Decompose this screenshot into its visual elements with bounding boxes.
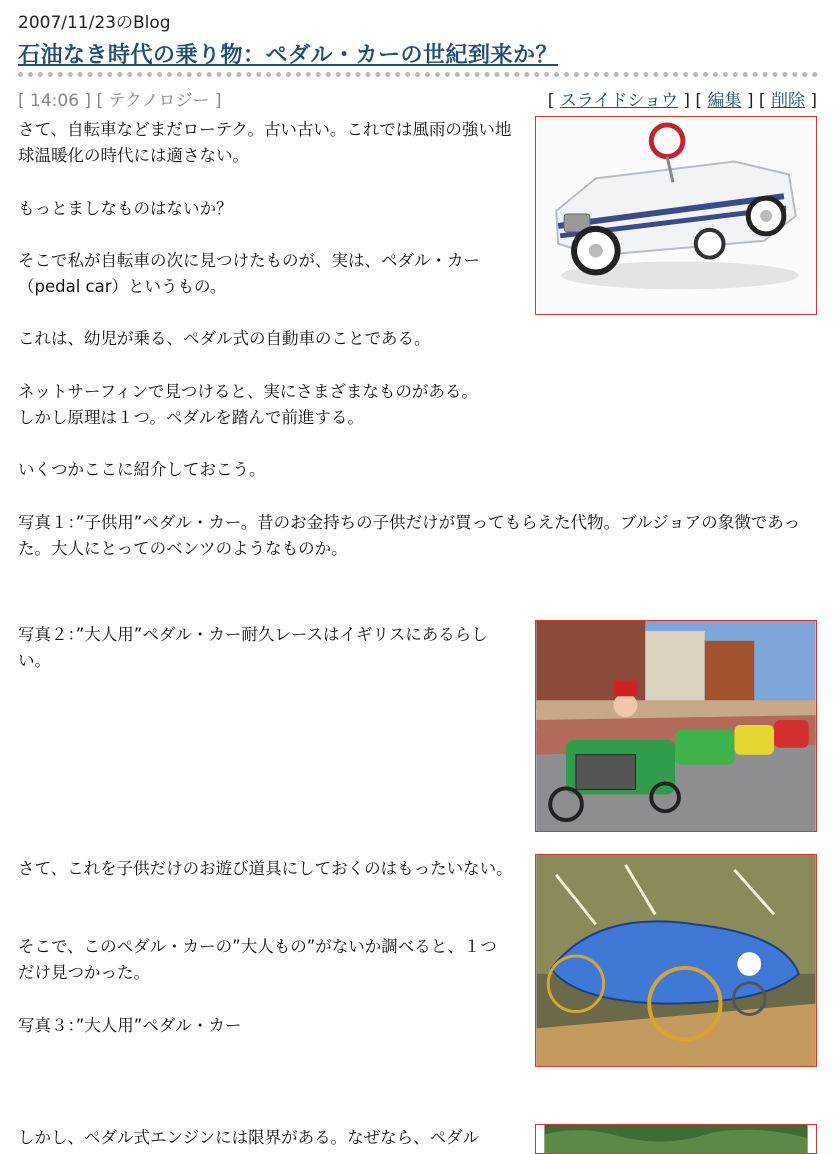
paragraph-9: さて、これを子供だけのお遊び道具にしておくのはもったいない。 — [18, 859, 513, 878]
paragraph-5-line-1: ネットサーフィンで見つけると、実にさまざまなものがある。 — [18, 382, 478, 401]
paragraph-5-line-2: しかし原理は１つ。ペダルを踏んで前進する。 — [18, 408, 364, 427]
paragraph-11: 写真３：”大人用”ペダル・カー — [18, 1016, 242, 1035]
pedal-car-race-image — [536, 621, 816, 831]
delete-link[interactable]: 削除 — [770, 91, 805, 111]
paragraph-7: 写真１：”子供用”ペダル・カー。昔のお金持ちの子供だけが買ってもらえた代物。ブルジョアの象徴であった。大人にとってのベンツのようなものか。 — [18, 513, 801, 558]
slideshow-link[interactable]: スライドショウ — [559, 91, 678, 111]
pedal-car-child-image — [536, 117, 816, 314]
paragraph-10: そこで、このペダル・カーの”大人もの”がないか調べると、１つだけ見つかった。 — [18, 937, 497, 982]
paragraph-8: 写真２：”大人用”ペダル・カー耐久レースはイギリスにあるらしい。 — [18, 625, 488, 670]
post-title[interactable]: 石油なき時代の乗り物：ペダル・カーの世紀到来か？ — [18, 43, 559, 68]
photo-pedal-car-race[interactable] — [535, 620, 817, 832]
post-date: 2007/11/23のBlog — [18, 13, 171, 33]
pedal-car-4-image — [536, 1125, 816, 1153]
post-category: [ テクノロジー ] — [96, 91, 222, 111]
photo-pedal-car-adult[interactable] — [535, 854, 817, 1067]
paragraph-3: そこで私が自転車の次に見つけたものが、実は、ペダル・カー（pedal car）というもの。 — [18, 251, 480, 296]
paragraph-12: しかし、ペダル式エンジンには限界がある。なぜなら、ペダル — [18, 1128, 480, 1147]
photo-pedal-car-child[interactable] — [535, 116, 817, 315]
paragraph-2: もっとましなものはないか？ — [18, 199, 233, 218]
post-time: [ 14:06 ] — [18, 91, 92, 111]
paragraph-4: これは、幼児が乗る、ペダル式の自動車のことである。 — [18, 329, 431, 348]
edit-link[interactable]: 編集 — [707, 91, 742, 111]
photo-pedal-car-4[interactable] — [535, 1124, 817, 1154]
paragraph-6: いくつかここに紹介しておこう。 — [18, 460, 266, 479]
post-actions: [ スライドショウ ] [ 編集 ] [ 削除 ] — [547, 91, 817, 111]
title-divider — [18, 72, 818, 77]
paragraph-1: さて、自転車などまだローテク。古い古い。これでは風雨の強い地球温暖化の時代には適さない。 — [18, 120, 512, 165]
pedal-car-adult-image — [536, 855, 816, 1066]
post-meta — [18, 86, 222, 111]
